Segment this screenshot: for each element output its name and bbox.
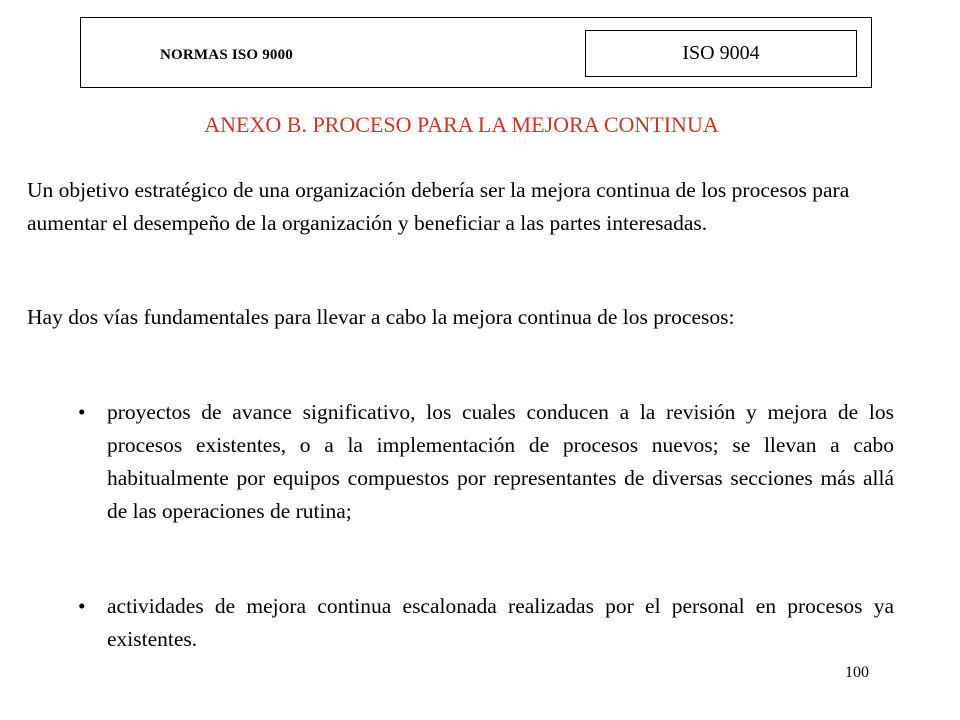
header-box [80,17,872,88]
header-document-code: ISO 9004 [585,30,857,77]
bullet-marker: • [78,594,86,618]
paragraph-two-ways: Hay dos vías fundamentales para llevar a cabo la mejora continua de los procesos: [27,305,735,329]
section-title: ANEXO B. PROCESO PARA LA MEJORA CONTINUA [204,112,719,137]
bullet-text-breakthrough-projects: proyectos de avance significativo, los cuales conducen a la revisión y mejora de los procesos existentes, o a la implementación de procesos nuevos; se llevan a cabo habitualmente por equipos compuestos por representantes de diversas secciones más allá de las operaciones de rutina; [107,400,894,523]
bullet-marker: • [78,400,86,424]
page-number: 100 [845,664,869,681]
header-standard-label: NORMAS ISO 9000 [160,47,294,63]
paragraph-objective: Un objetivo estratégico de una organización debería ser la mejora continua de los procesos para aumentar el desempeño de la organización y beneficiar a las partes interesadas. [27,178,850,235]
bullet-text-incremental-improvement: actividades de mejora continua escalonada realizadas por el personal en procesos ya existentes. [107,594,894,651]
